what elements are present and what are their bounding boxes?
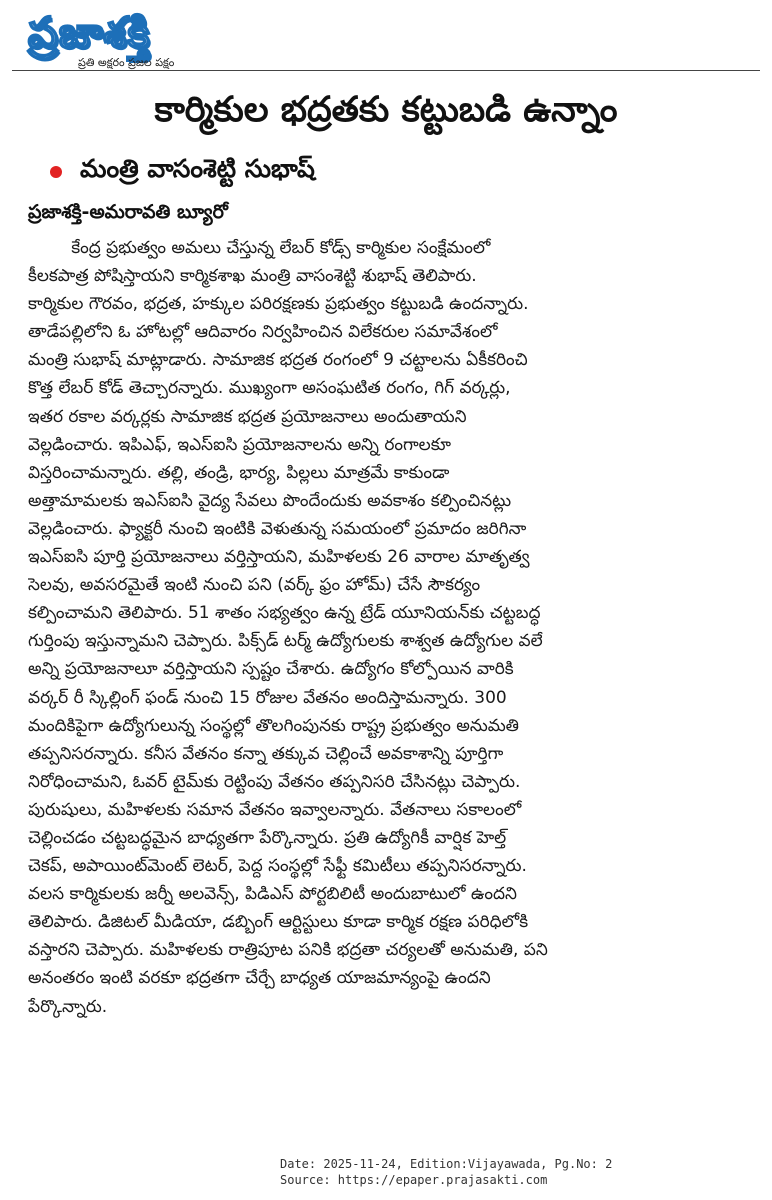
logo-tagline: ప్రతి అక్షరం ప్రజల పక్షం <box>78 56 175 69</box>
bullet-icon <box>50 166 62 178</box>
body-line: వలస కార్మికులకు జర్నీ అలవెన్స్, పిడిఎస్ పోర్టబిలిటీ అందుబాటులో ఉందని <box>28 884 517 905</box>
body-line: కొత్త లేబర్ కోడ్ తెచ్చారన్నారు. ముఖ్యంగా అసంఘటిత రంగం, గిగ్ వర్కర్లు, <box>28 378 511 399</box>
body-line: నిరోధించామని, ఓవర్ టైమ్‌కు రెట్టింపు వేతనం తప్పనిసరి చేసినట్లు చెప్పారు. <box>28 771 521 792</box>
body-line: వెల్లడించారు. ఇపిఎఫ్, ఇఎస్ఐసి ప్రయోజనాలను అన్ని రంగాలకూ <box>28 434 451 455</box>
body-line: అత్తామామలకు ఇఎస్ఐసి వైద్య సేవలు పొందేందుకు అవకాశం కల్పించినట్లు <box>28 490 512 511</box>
body-line: చెల్లించడం చట్టబద్ధమైన బాధ్యతగా పేర్కొన్నారు. ప్రతి ఉద్యోగికీ వార్షిక హెల్త్ <box>28 827 507 848</box>
subheading-text: మంత్రి వాసంశెట్టి సుభాష్ <box>80 154 315 183</box>
article-subheading <box>50 154 315 190</box>
footer-source: Source: https://epaper.prajasakti.com <box>280 1173 548 1187</box>
body-line: ఇఎస్ఐసి పూర్తి ప్రయోజనాలు వర్తిస్తాయని, మహిళలకు 26 వారాల మాతృత్వ <box>28 547 530 568</box>
body-line: ఇతర రకాల వర్కర్లకు సామాజిక భద్రత ప్రయోజనాలు అందుతాయని <box>28 406 467 427</box>
article-byline: ప్రజాశక్తి-అమరావతి బ్యూరో <box>28 201 228 223</box>
top-rule <box>12 70 760 71</box>
body-line: విస్తరించామన్నారు. తల్లి, తండ్రి, భార్య, పిల్లలు మాత్రమే కాకుండా <box>28 462 450 483</box>
body-line: గుర్తింపు ఇస్తున్నామని చెప్పారు. పిక్స్‌డ్ టర్మ్ ఉద్యోగులకు శాశ్వత ఉద్యోగుల వలే <box>28 631 543 652</box>
body-line: పురుషులు, మహిళలకు సమాన వేతనం ఇవ్వాలన్నారు. వేతనాలు సకాలంలో <box>28 799 522 820</box>
body-line: కేంద్ర ప్రభుత్వం అమలు చేస్తున్న లేబర్ కోడ్స్ కార్మికుల సంక్షేమంలో <box>28 238 491 258</box>
body-line: కార్మికుల గౌరవం, భద్రత, హక్కుల పరిరక్షణకు ప్రభుత్వం కట్టుబడి ఉందన్నారు. <box>28 294 529 315</box>
body-line: అన్ని ప్రయోజనాలూ వర్తిస్తాయని స్పష్టం చేశారు. ఉద్యోగం కోల్పోయిన వారికి <box>28 659 514 680</box>
body-line: తాడేపల్లిలోని ఓ హోటల్లో ఆదివారం నిర్వహించిన విలేకరుల సమావేశంలో <box>28 322 498 343</box>
body-line: తప్పనిసరన్నారు. కనీస వేతనం కన్నా తక్కువ చెల్లించే అవకాశాన్ని పూర్తిగా <box>28 743 504 764</box>
masthead-logo <box>28 8 258 68</box>
body-line: వర్కర్ రీ స్కిల్లింగ్ ఫండ్ నుంచి 15 రోజుల వేతనం అందిస్తామన్నారు. 300 <box>28 687 507 708</box>
footer-date-edition: Date: 2025-11-24, Edition:Vijayawada, Pg.No: 2 <box>280 1157 613 1171</box>
body-line: పేర్కొన్నారు. <box>28 996 108 1017</box>
page-footer <box>280 1156 612 1188</box>
body-line: వెల్లడించారు. ఫ్యాక్టరీ నుంచి ఇంటికి వెళుతున్న సమయంలో ప్రమాదం జరిగినా <box>28 518 527 539</box>
body-line: తెలిపారు. డిజిటల్ మీడియా, డబ్బింగ్ ఆర్టిస్టులు కూడా కార్మిక రక్షణ పరిధిలోకి <box>28 912 529 933</box>
body-line: సెలవు, అవసరమైతే ఇంటి నుంచి పని (వర్క్ ఫ్రం హోమ్) చేసే సౌకర్యం <box>28 575 481 596</box>
body-line: మంత్రి సుభాష్ మాట్లాడారు. సామాజిక భద్రత రంగంలో 9 చట్టాలను ఏకీకరించి <box>28 350 528 371</box>
article-body <box>28 234 748 1021</box>
logo-wordmark: ప్రజాశక్తి <box>28 8 151 57</box>
body-line: వస్తారని చెప్పారు. మహిళలకు రాత్రిపూట పనికి భద్రతా చర్యలతో అనుమతి, పని <box>28 940 548 961</box>
body-line: మందికిపైగా ఉద్యోగులున్న సంస్థల్లో తొలగింపునకు రాష్ట్ర ప్రభుత్వం అనుమతి <box>28 715 519 736</box>
body-line: కీలకపాత్ర పోషిస్తాయని కార్మికశాఖ మంత్రి వాసంశెట్టి శుభాష్ తెలిపారు. <box>28 266 477 287</box>
body-line: చెకప్, అపాయింట్‌మెంట్ లెటర్, పెద్ద సంస్థల్లో సేఫ్టీ కమిటీలు తప్పనిసరన్నారు. <box>28 856 527 877</box>
body-line: అనంతరం ఇంటి వరకూ భద్రతగా చేర్చే బాధ్యత యాజమాన్యంపై ఉందని <box>28 968 491 989</box>
article-headline: కార్మికుల భద్రతకు కట్టుబడి ఉన్నాం <box>154 90 618 130</box>
body-line: కల్పించామని తెలిపారు. 51 శాతం సభ్యత్వం ఉన్న ట్రేడ్ యూనియన్‌కు చట్టబద్ధ <box>28 603 541 624</box>
